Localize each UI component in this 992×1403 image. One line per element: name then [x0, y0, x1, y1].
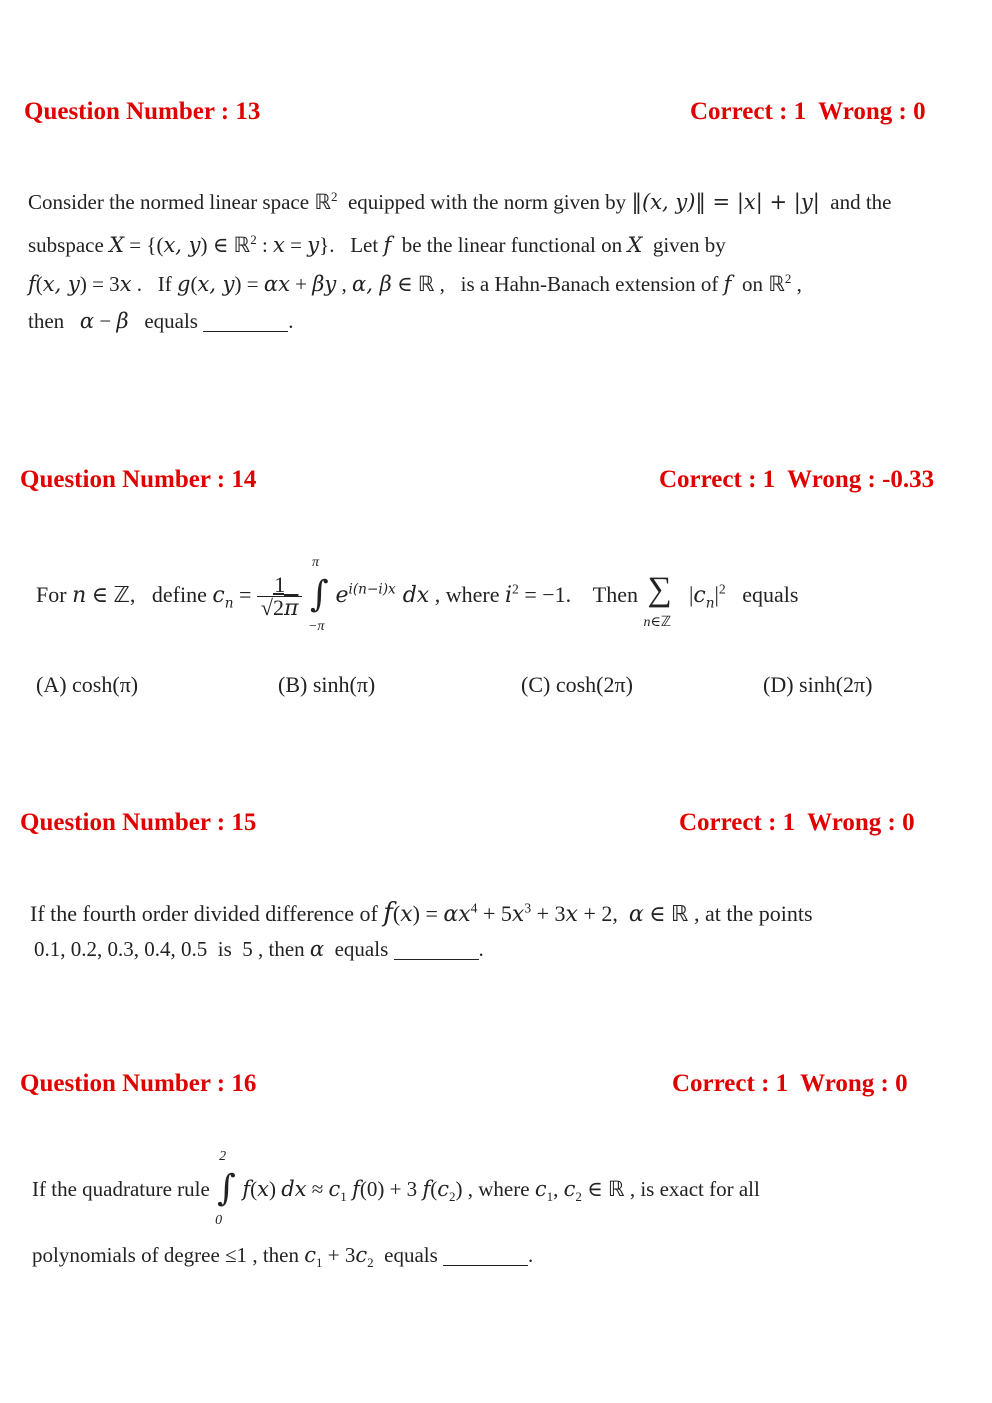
option-label: (D)	[763, 672, 794, 697]
text-segment: 5	[242, 937, 253, 961]
text-segment: on	[741, 272, 763, 296]
question-score: Correct : 1 Wrong : 0	[690, 98, 926, 125]
text-segment: For	[36, 582, 67, 608]
question-score: Correct : 1 Wrong : 0	[679, 809, 915, 836]
option-d	[763, 672, 872, 698]
question-score: Correct : 1 Wrong : -0.33	[659, 466, 935, 493]
text-segment: equipped with the norm given by	[347, 190, 627, 214]
question-number: Question Number : 15	[20, 809, 257, 836]
answer-blank	[443, 1244, 528, 1266]
question-16-header	[0, 1070, 992, 1110]
text-segment: be the linear functional on	[401, 233, 623, 257]
question-13-text-line2: subspace X = {(x, y) ∈ ℝ$^2$ : x = y}. Let f be the linear functional on X given by	[28, 232, 726, 257]
option-value: sinh(π)	[312, 672, 376, 697]
question-number: Question Number : 14	[20, 466, 257, 493]
text-segment: 0.1, 0.2, 0.3, 0.4, 0.5	[34, 937, 208, 961]
text-segment: subspace	[28, 233, 104, 257]
question-13-text: Consider the normed linear space ℝ$^2$ equipped with the norm given by ‖(x, y)‖ = |x| + |y| and the	[28, 189, 892, 214]
question-16-text: If the quadrature rule 2 ∫ 0 f(x) dx ≈ $c_1$ f(0) + 3 $f(c_2)$ , where $c_1$, $c_2$ ∈ ℝ , is exact for all	[32, 1149, 760, 1228]
text-segment: , is exact for all	[629, 1176, 760, 1201]
text-segment: equals	[144, 309, 198, 333]
question-15-header	[0, 809, 992, 849]
question-13-header	[0, 98, 992, 138]
text-segment: Let	[350, 233, 379, 257]
text-segment: , then	[252, 1243, 299, 1267]
text-segment: If	[157, 272, 172, 296]
text-segment: given by	[652, 233, 726, 257]
question-number: Question Number : 13	[24, 98, 261, 125]
text-segment: is	[217, 937, 232, 961]
question-16-text-line2: polynomials of degree ≤1 , then $c_1 + 3c_2$ equals .	[32, 1243, 534, 1271]
option-label: (C)	[521, 672, 551, 697]
option-value: sinh(2π)	[799, 672, 873, 697]
text-segment: define	[151, 582, 207, 608]
text-segment: Then	[592, 582, 638, 608]
option-label: (B)	[278, 672, 308, 697]
question-score: Correct : 1 Wrong : 0	[672, 1070, 908, 1097]
text-segment: , then	[258, 937, 305, 961]
text-segment: , at the points	[693, 901, 813, 926]
question-15-text-line2: 0.1, 0.2, 0.3, 0.4, 0.5 is 5 , then α equals .	[34, 937, 484, 961]
text-segment: is a Hahn-Banach extension of	[460, 272, 719, 296]
option-value: cosh(π)	[72, 672, 139, 697]
text-segment: , where	[434, 582, 500, 608]
text-segment: then	[28, 309, 65, 333]
question-number: Question Number : 16	[20, 1070, 257, 1097]
option-a	[36, 672, 138, 698]
text-segment: If the quadrature rule	[32, 1176, 210, 1201]
text-segment: Consider the normed linear space	[28, 190, 310, 214]
answer-blank	[203, 310, 288, 332]
text-segment: If the fourth order divided difference of	[30, 901, 378, 926]
question-14-header	[0, 466, 992, 506]
text-segment: and the	[830, 190, 892, 214]
text-segment: equals	[742, 582, 799, 608]
text-segment: , where	[467, 1176, 530, 1201]
option-c	[521, 672, 633, 698]
question-15-text: If the fourth order divided difference of $f(x) = \alpha x^4 + 5x^3 + 3x + 2$, α ∈ ℝ , at the points	[30, 898, 813, 928]
question-13-text-line4: then α − β equals .	[28, 309, 294, 333]
answer-blank	[394, 938, 479, 960]
option-label: (A)	[36, 672, 67, 697]
text-segment: equals	[334, 937, 389, 961]
text-segment: polynomials of degree	[32, 1243, 220, 1267]
question-13-text-line3: f(x, y) = 3x . If g(x, y) = αx + βy , α, β ∈ ℝ , is a Hahn-Banach extension of f on ℝ$^2$ ,	[28, 271, 802, 296]
text-segment: equals	[384, 1243, 438, 1267]
option-value: cosh(2π)	[555, 672, 633, 697]
option-b	[278, 672, 375, 698]
question-14-text: For n ∈ ℤ, define $c_n$ = $\frac{1}{√2\pi}$ π ∫ −π $e^{i(n-i)x}$ dx , where $i^2 = -1$. Then ∑ n∈ℤ $|c_n|^2$ equals	[36, 555, 799, 634]
